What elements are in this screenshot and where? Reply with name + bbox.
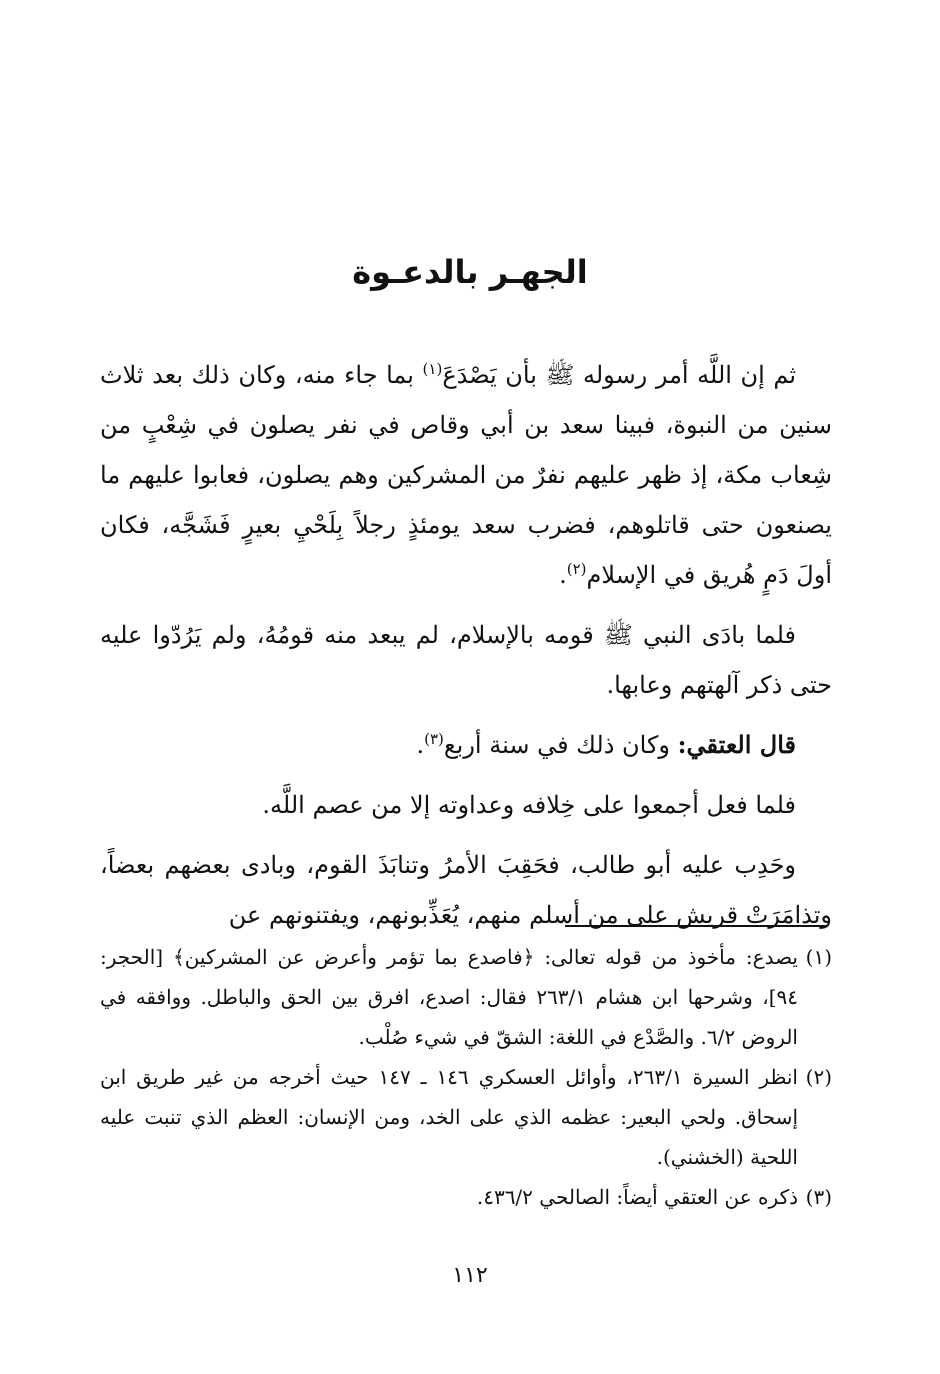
- footnote-ref-2[interactable]: (٢): [566, 560, 587, 578]
- footnote-3-number: (٣): [805, 1185, 832, 1209]
- page-number: ١١٢: [452, 1263, 488, 1288]
- main-text: [100, 350, 832, 940]
- paragraph-4: فلما فعل أجمعوا على خِلافه وعداوته إلا من عصم اللَّه.: [262, 791, 796, 819]
- footnotes: [100, 937, 832, 1217]
- chapter-heading: الجهـر بالدعـوة: [352, 253, 588, 291]
- footnote-1: [100, 937, 832, 1057]
- footnote-2-number: (٢): [805, 1065, 832, 1089]
- footnote-2: [100, 1057, 832, 1177]
- footnote-ref-3[interactable]: (٣): [424, 730, 444, 748]
- paragraph-3-end: .: [416, 731, 425, 759]
- paragraph-1-text-b: بما جاء منه، وكان ذلك بعد ثلاث سنين من النبوة، فبينا سعد بن أبي وقاص في نفر يصلون في شِعْبٍ من شِعاب مكة، إذ ظهر عليهم نفرٌ من المشركين وهم يصلون، فعابوا عليهم ما يصنعون حتى قاتلوهم، فضرب سعد يومئذٍ رجلاً بِلَحْيِ بعيرٍ فَشَجَّه، فكان أولَ دَمٍ هُريق في الإسلام: [100, 361, 832, 589]
- paragraph-1-text-a: ثم إن اللَّه أمر رسوله ﷺ بأن يَصْدَعَ: [442, 361, 796, 389]
- paragraph-3-text: وكان ذلك في سنة أربع: [443, 731, 678, 759]
- footnote-1-text: يصدع: مأخوذ من قوله تعالى: ﴿فاصدع بما تؤمر وأعرض عن المشركين﴾ [الحجر: ٩٤]، وشرحها ابن هشام ٢٦٣/١ فقال: اصدع، افرق بين الحق والباطل. ووافقه في الروض ٦/٢. والصَّدْع في اللغة: الشقّ في شيء صُلْب.: [100, 945, 798, 1049]
- footnote-3-text: ذكره عن العتقي أيضاً: الصالحي ٤٣٦/٢.: [476, 1185, 798, 1209]
- attribution-lead: قال العتقي:: [677, 730, 796, 759]
- footnote-3: [100, 1177, 832, 1217]
- paragraph-2: فلما بادَى النبي ﷺ قومه بالإسلام، لم يبعد منه قومُهُ، ولم يَرُدّوا عليه حتى ذكر آلهتهم وعابها.: [100, 621, 832, 699]
- paragraph-1: [100, 350, 832, 600]
- paragraph-1-end: .: [559, 561, 567, 589]
- footnote-2-text: انظر السيرة ٢٦٣/١، وأوائل العسكري ١٤٦ ـ ١٤٧ حيث أخرجه من غير طريق ابن إسحاق. ولحي البعير: عظمه الذي على الخد، ومن الإنسان: العظم الذي تنبت عليه اللحية (الخشني).: [100, 1065, 798, 1169]
- paragraph-3: [100, 720, 832, 770]
- footnote-ref-1[interactable]: (١): [422, 360, 443, 378]
- paragraph-5: وحَدِب عليه أبو طالب، فحَقِبَ الأمرُ وتنابَذَ القوم، وبادى بعضهم بعضاً، وتذامَرَتْ قريش على من أسلم منهم، يُعَذِّبونهم، ويفتنونهم عن: [100, 851, 832, 929]
- footnote-divider: [565, 925, 827, 927]
- footnote-1-number: (١): [805, 945, 832, 969]
